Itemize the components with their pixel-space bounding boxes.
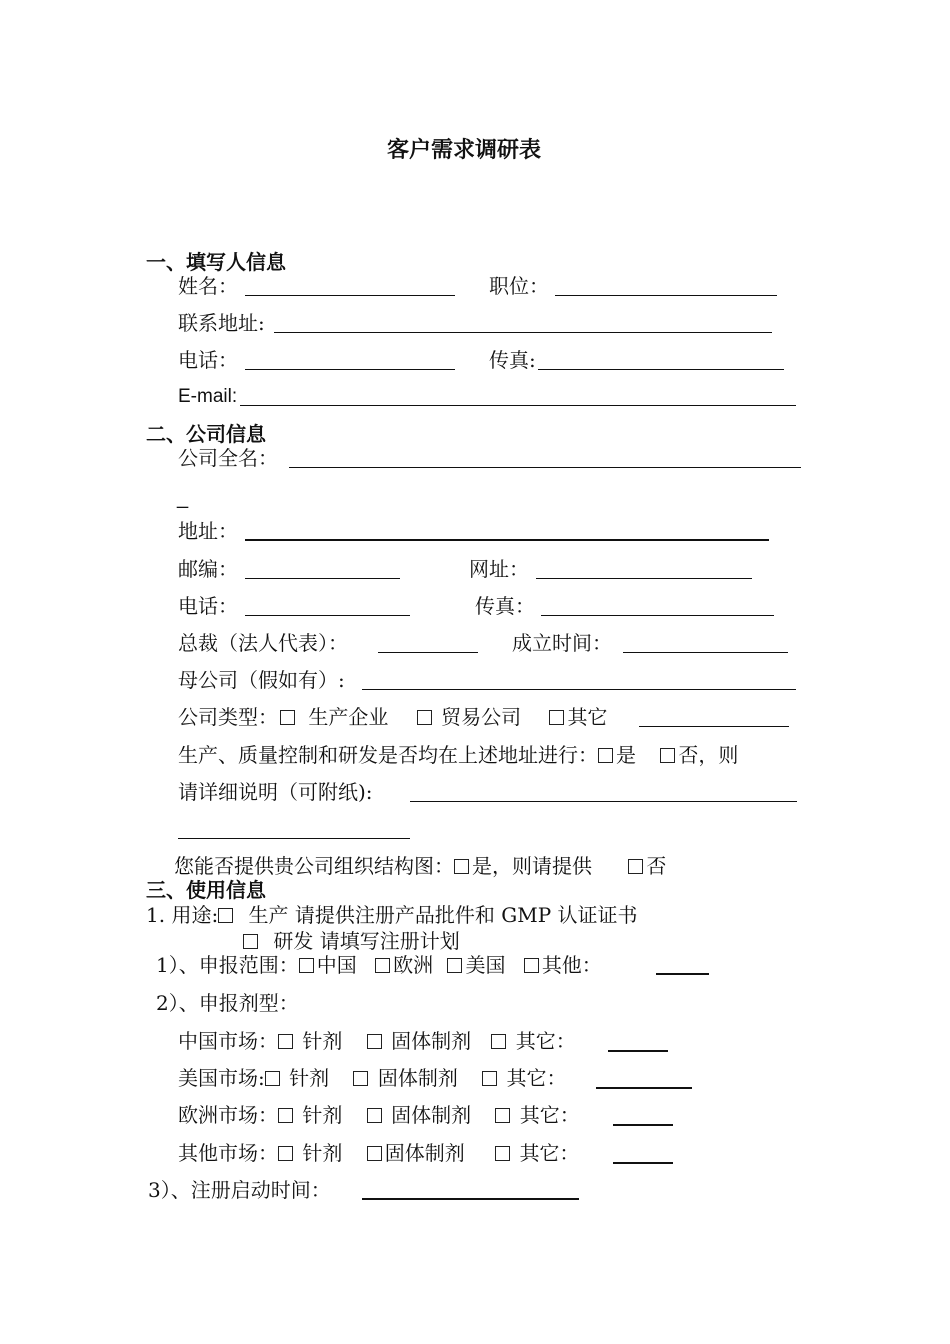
europe-solid-checkbox[interactable] xyxy=(367,1108,382,1123)
founded-field[interactable] xyxy=(623,652,788,653)
scope-china-label: 中国 xyxy=(316,953,357,977)
type-trading-label: 贸易公司 xyxy=(441,705,522,729)
china-injection-checkbox[interactable] xyxy=(278,1034,293,1049)
scope-row xyxy=(156,955,602,975)
scope-europe-label: 欧洲 xyxy=(393,953,434,977)
europe-solid-label: 固体制剂 xyxy=(391,1103,472,1127)
same-address-yes-label: 是 xyxy=(616,743,636,767)
usa-injection-checkbox[interactable] xyxy=(265,1071,280,1086)
phone-label: 电话： xyxy=(178,348,238,372)
same-address-no-checkbox[interactable] xyxy=(660,748,675,763)
use-label: 1. 用途: xyxy=(146,903,219,927)
name-field[interactable] xyxy=(245,295,455,296)
usa-solid-checkbox[interactable] xyxy=(353,1071,368,1086)
company-name-wrap-underscore: _ xyxy=(177,487,189,509)
type-other-checkbox[interactable] xyxy=(549,710,564,725)
other-solid-label: 固体制剂 xyxy=(384,1141,465,1165)
company-type-row xyxy=(178,707,607,727)
name-label: 姓名： xyxy=(178,274,238,298)
scope-china-checkbox[interactable] xyxy=(299,958,314,973)
europe-other-label: 其它： xyxy=(519,1103,580,1127)
org-chart-no-label: 否 xyxy=(646,854,667,878)
scope-other-field[interactable] xyxy=(656,973,709,975)
company-full-name-label: 公司全名： xyxy=(178,446,278,470)
use-row xyxy=(146,905,638,925)
phone-field[interactable] xyxy=(245,369,455,370)
website-field[interactable] xyxy=(536,578,752,579)
china-other-field[interactable] xyxy=(608,1050,668,1052)
market-europe-row xyxy=(178,1105,580,1125)
other-injection-checkbox[interactable] xyxy=(278,1146,293,1161)
usa-injection-label: 针剂 xyxy=(289,1066,330,1090)
org-chart-no-checkbox[interactable] xyxy=(628,859,643,874)
market-other-row xyxy=(178,1143,579,1163)
detail-field-line-2[interactable] xyxy=(178,838,410,839)
other-other-field[interactable] xyxy=(613,1162,673,1164)
europe-injection-label: 针剂 xyxy=(302,1103,343,1127)
scope-europe-checkbox[interactable] xyxy=(375,958,390,973)
fax-label: 传真: xyxy=(489,348,536,372)
scope-usa-label: 美国 xyxy=(465,953,506,977)
use-production-label: 生产 请提供注册产品批件和 GMP 认证证书 xyxy=(248,903,638,927)
china-solid-label: 固体制剂 xyxy=(391,1029,472,1053)
section-1-heading: 一、填写人信息 xyxy=(146,250,286,274)
other-injection-label: 针剂 xyxy=(302,1141,343,1165)
position-field[interactable] xyxy=(555,295,777,296)
china-solid-checkbox[interactable] xyxy=(367,1034,382,1049)
scope-label: 1）、申报范围： xyxy=(156,953,299,977)
company-address-field[interactable] xyxy=(245,539,769,541)
use-production-checkbox[interactable] xyxy=(218,908,233,923)
company-full-name-field[interactable] xyxy=(289,467,801,468)
company-phone-field[interactable] xyxy=(245,615,410,616)
dosage-label: 2）、申报剂型： xyxy=(156,991,299,1015)
president-field[interactable] xyxy=(378,652,478,653)
org-chart-row xyxy=(174,856,666,876)
start-time-field[interactable] xyxy=(362,1198,579,1200)
org-chart-yes-label: 是，则请提供 xyxy=(472,854,592,878)
same-address-no-label: 否，则 xyxy=(678,743,739,767)
postcode-field[interactable] xyxy=(245,578,400,579)
other-other-checkbox[interactable] xyxy=(495,1146,510,1161)
scope-other-checkbox[interactable] xyxy=(524,958,539,973)
start-time-label: 3）、注册启动时间： xyxy=(148,1178,331,1202)
company-address-label: 地址： xyxy=(178,519,238,543)
contact-address-label: 联系地址: xyxy=(178,311,265,335)
company-fax-label: 传真： xyxy=(475,594,535,618)
same-address-question: 生产、质量控制和研发是否均在上述地址进行： xyxy=(178,743,598,767)
company-fax-field[interactable] xyxy=(541,615,774,616)
founded-label: 成立时间： xyxy=(512,631,612,655)
europe-other-field[interactable] xyxy=(613,1124,673,1126)
contact-address-field[interactable] xyxy=(274,332,772,333)
fax-field[interactable] xyxy=(538,369,784,370)
usa-other-label: 其它： xyxy=(506,1066,567,1090)
other-other-label: 其它： xyxy=(519,1141,580,1165)
president-label: 总裁（法人代表）： xyxy=(178,631,348,655)
usa-solid-label: 固体制剂 xyxy=(377,1066,458,1090)
type-manufacturer-label: 生产企业 xyxy=(308,705,389,729)
europe-other-checkbox[interactable] xyxy=(495,1108,510,1123)
email-label: E-mail: xyxy=(178,386,238,407)
market-europe-label: 欧洲市场： xyxy=(178,1103,278,1127)
email-field[interactable] xyxy=(240,405,796,406)
other-solid-checkbox[interactable] xyxy=(367,1146,382,1161)
europe-injection-checkbox[interactable] xyxy=(278,1108,293,1123)
scope-usa-checkbox[interactable] xyxy=(447,958,462,973)
company-phone-label: 电话： xyxy=(178,594,238,618)
same-address-yes-checkbox[interactable] xyxy=(598,748,613,763)
market-china-label: 中国市场： xyxy=(178,1029,278,1053)
type-other-label: 其它 xyxy=(567,705,608,729)
market-usa-label: 美国市场: xyxy=(178,1066,265,1090)
market-china-row xyxy=(178,1031,576,1051)
use-rd-label: 研发 请填写注册计划 xyxy=(273,929,460,953)
detail-field-line-1[interactable] xyxy=(410,801,797,802)
china-other-label: 其它： xyxy=(515,1029,576,1053)
market-other-label: 其他市场： xyxy=(178,1141,278,1165)
scope-other-label: 其他： xyxy=(541,953,602,977)
postcode-label: 邮编： xyxy=(178,557,238,581)
same-address-row xyxy=(178,745,738,765)
company-type-label: 公司类型： xyxy=(178,705,278,729)
org-chart-yes-checkbox[interactable] xyxy=(454,859,469,874)
usa-other-field[interactable] xyxy=(596,1087,692,1089)
parent-company-field[interactable] xyxy=(362,689,796,690)
section-3-heading: 三、使用信息 xyxy=(146,878,266,902)
usa-other-checkbox[interactable] xyxy=(482,1071,497,1086)
type-trading-checkbox[interactable] xyxy=(417,710,432,725)
use-rd-checkbox[interactable] xyxy=(243,934,258,949)
website-label: 网址： xyxy=(469,557,529,581)
document-title: 客户需求调研表 xyxy=(387,137,542,163)
type-other-field[interactable] xyxy=(639,726,789,727)
china-injection-label: 针剂 xyxy=(302,1029,343,1053)
section-2-heading: 二、公司信息 xyxy=(146,422,266,446)
parent-company-label: 母公司（假如有）: xyxy=(178,668,345,692)
position-label: 职位： xyxy=(489,274,549,298)
use-rd-row xyxy=(243,931,460,951)
china-other-checkbox[interactable] xyxy=(491,1034,506,1049)
type-manufacturer-checkbox[interactable] xyxy=(280,710,295,725)
detail-label: 请详细说明（可附纸): xyxy=(178,780,373,804)
market-usa-row xyxy=(178,1068,567,1088)
org-chart-question: 您能否提供贵公司组织结构图： xyxy=(174,854,454,878)
